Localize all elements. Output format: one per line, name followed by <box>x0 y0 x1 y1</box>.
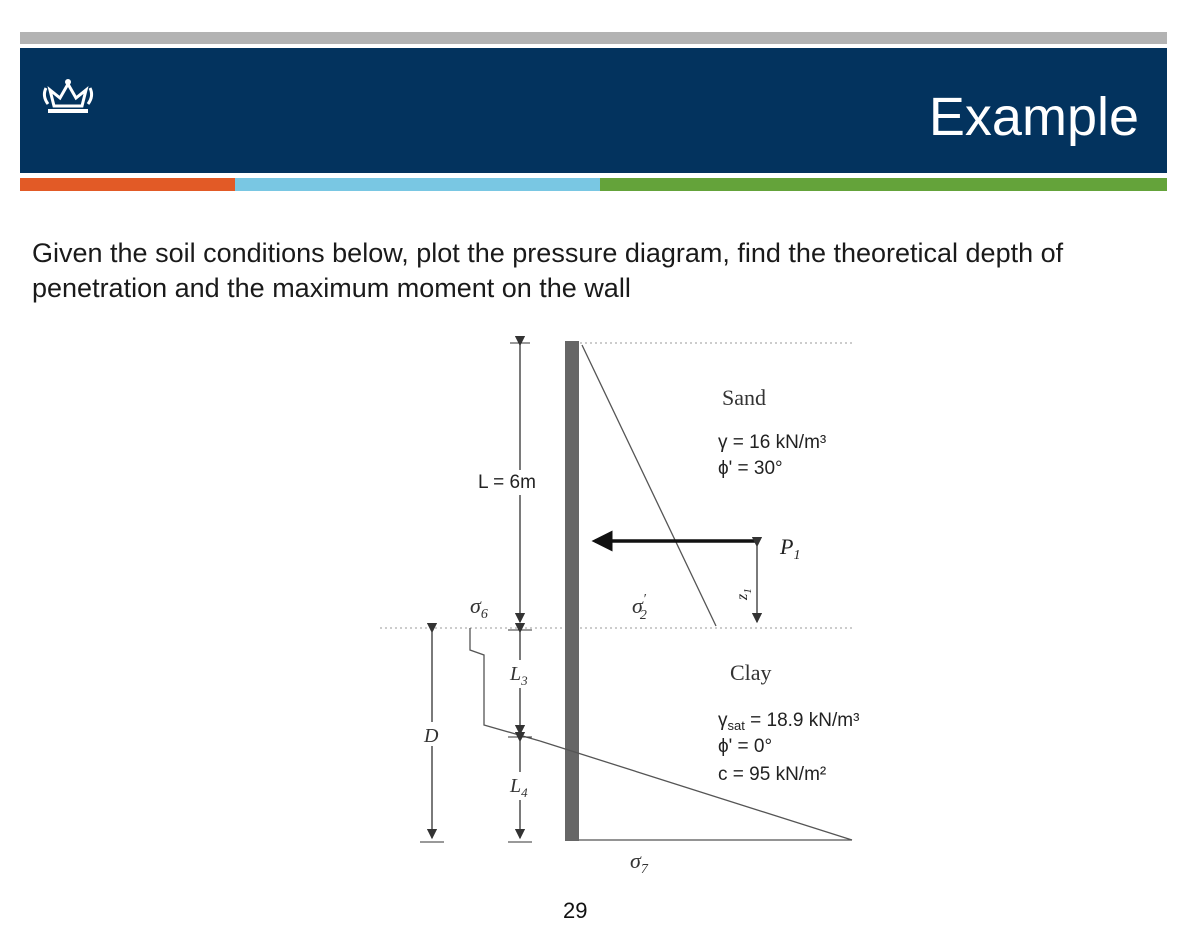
l3-label: $L_3$ <box>510 663 528 688</box>
clay-cohesion: c = 95 kN/m² <box>718 764 827 785</box>
sand-friction-angle: ϕ' = 30° <box>718 458 783 479</box>
p1-label: $P_1$ <box>780 534 801 563</box>
sigma6-label: $\sigma_6$ <box>470 593 488 622</box>
clay-friction-angle: ϕ' = 0° <box>718 736 773 757</box>
sheet-pile-wall <box>565 341 579 841</box>
sigma2-label: σ′ 2 <box>632 592 647 623</box>
problem-statement: Given the soil conditions below, plot the pressure diagram, find the theoretical depth of penetration and the maximum moment on the wall <box>32 238 1064 303</box>
clay-unit-weight: $\gamma_{sat} = 18.9$ kN/m³ <box>718 710 860 733</box>
sigma7-label: $\sigma_7$ <box>630 848 648 877</box>
page-number: 29 <box>563 898 588 923</box>
slide-title: Example <box>928 87 1139 147</box>
clay-label: Clay <box>730 660 772 685</box>
clay-pressure-line <box>540 741 852 840</box>
l4-label: $L_4$ <box>510 775 528 800</box>
d-label: D <box>424 725 439 747</box>
sand-pressure-line <box>582 345 716 626</box>
z1-label: $z_1$ <box>734 588 754 600</box>
sand-unit-weight: γ = 16 kN/m³ <box>718 432 827 453</box>
sand-label: Sand <box>722 385 766 410</box>
l-label: L = 6m <box>478 472 536 493</box>
